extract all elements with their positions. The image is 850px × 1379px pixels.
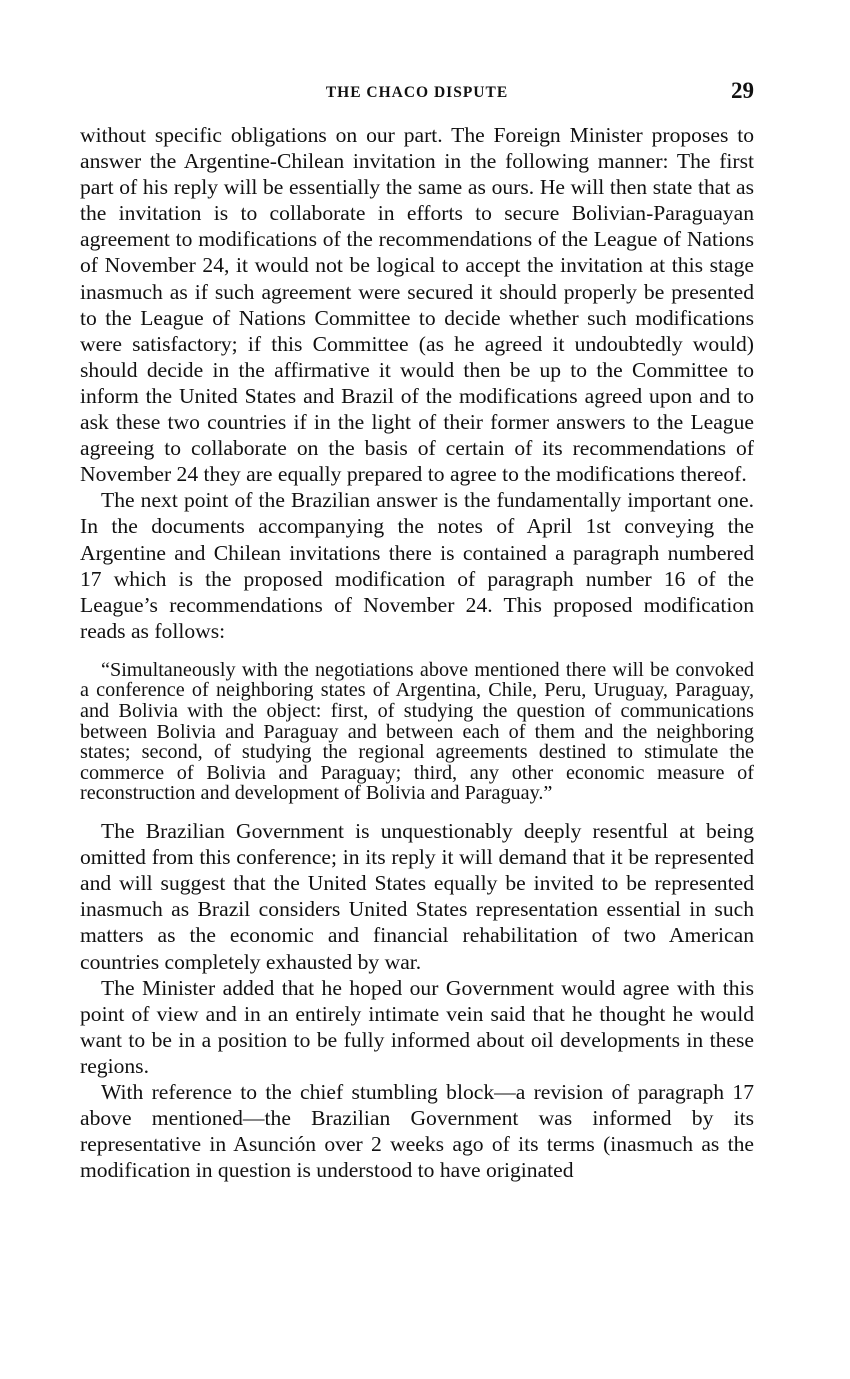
paragraph-minister: The Minister added that he hoped our Government would agree with this point of view and in an entirely intimate vein said that he thought he would want to be in a position to be fully informed about oil developments in these regions. bbox=[80, 975, 754, 1078]
paragraph-stumbling-block: With reference to the chief stumbling block—a revision of paragraph 17 above mentioned—the Brazilian Government was informed by its representative in Asunción over 2 weeks ago of its terms (inasmuch as the modification in question is understood to have originated bbox=[80, 1079, 754, 1183]
quoted-modification: “Simultaneously with the negotiations above mentioned there will be convoked a conference of neighboring states of Argentina, Chile, Peru, Uruguay, Paraguay, and Bolivia with the object: first, of studying the question of communications between Bolivia and Paraguay and between each of them and the neighboring states; second, of studying the regional agreements destined to stimulate the commerce of Bolivia and Paraguay; third, any other economic measure of reconstruction and development of Bolivia and Paraguay.” bbox=[80, 658, 754, 805]
page-number: 29 bbox=[731, 78, 754, 103]
page-header bbox=[80, 78, 754, 112]
paragraph-brazilian-government: The Brazilian Government is unquestionably deeply resentful at being omitted from this conference; in its reply it will demand that it be represented and will suggest that the United States equally be invited to be represented inasmuch as Brazil considers United States representation essential in such matters as the economic and financial rehabilitation of two American countries completely exhausted by war. bbox=[80, 819, 754, 974]
running-head: THE CHACO DISPUTE bbox=[325, 84, 509, 101]
block-quote bbox=[80, 660, 754, 804]
body-text bbox=[80, 122, 754, 1183]
paragraph-continuation: without specific obligations on our part. The Foreign Minister proposes to answer the Argentine-Chilean invitation in the following manner: The first part of his reply will be essentially the same as ours. He will then state that as the invitation is to collaborate in efforts to secure Bolivian-Paraguayan agreement to modifications of the recommendations of the League of Nations of November 24, it would not be logical to accept the invitation at this stage inasmuch as if such agreement were secured it should properly be presented to the League of Nations Committee to decide whether such modifications were satisfactory; if this Committee (as he agreed it undoubtedly would) should decide in the affirmative it would then be up to the Committee to inform the United States and Brazil of the modifications agreed upon and to ask these two countries if in the light of their former answers to the League agreeing to collaborate on the basis of certain of its recommendations of November 24 they are equally prepared to agree to the modifications thereof. bbox=[80, 123, 754, 487]
paragraph-brazilian-answer: The next point of the Brazilian answer is the fundamentally important one. In the documents accompanying the notes of April 1st conveying the Argentine and Chilean invitations there is contained a paragraph numbered 17 which is the proposed modification of paragraph number 16 of the League’s recommendations of November 24. This proposed modification reads as follows: bbox=[80, 488, 754, 643]
document-page bbox=[80, 78, 754, 1183]
